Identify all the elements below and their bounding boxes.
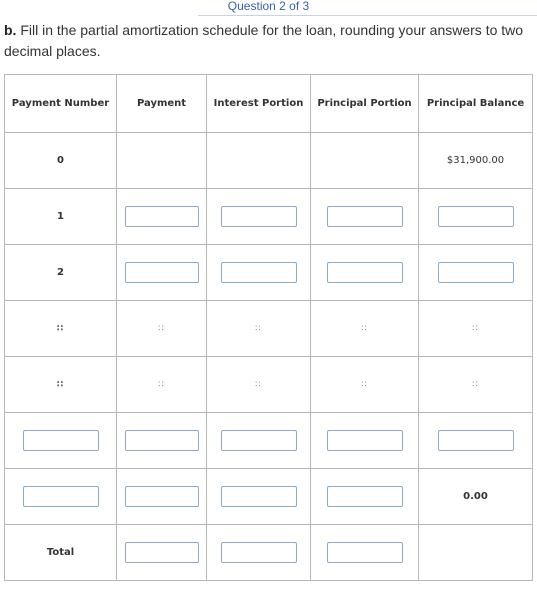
principal-portion-input-row-6[interactable] [327,430,403,451]
interest-portion-cell [207,525,311,581]
total-payment-input[interactable] [125,542,199,563]
payment-input-row-7[interactable] [125,486,199,507]
principal-portion-input-row-1[interactable] [327,206,403,227]
table-row-total [5,525,533,581]
payment-cell [117,189,207,245]
principal-balance-cell [419,245,533,301]
ellipsis-marker: ∶∶ [472,324,479,334]
payment-cell [117,469,207,525]
total-label-cell: Total [5,525,117,581]
payment-cell [117,245,207,301]
payment-cell [117,133,207,189]
payment-number-cell: 1 [5,189,117,245]
column-header-principal-balance: Principal Balance [419,75,533,133]
column-header-principal-portion: Principal Portion [311,75,419,133]
principal-portion-input-row-2[interactable] [327,262,403,283]
payment-number-cell: 0 [5,133,117,189]
interest-portion-cell [207,469,311,525]
total-interest-portion-input[interactable] [221,542,297,563]
payment-number-input-row-6[interactable] [23,430,99,451]
column-header-interest-portion: Interest Portion [207,75,311,133]
payment-input-row-6[interactable] [125,430,199,451]
table-row [5,469,533,525]
payment-number-cell [5,357,117,413]
principal-balance-cell [419,357,533,413]
interest-portion-cell [207,245,311,301]
amortization-schedule-table [4,74,533,581]
principal-balance-cell [419,189,533,245]
principal-balance-cell [419,301,533,357]
principal-portion-input-row-7[interactable] [327,486,403,507]
interest-portion-input-row-2[interactable] [221,262,297,283]
ellipsis-marker: ∶∶ [361,324,368,334]
payment-number-cell [5,413,117,469]
principal-portion-cell [311,189,419,245]
principal-balance-input-row-2[interactable] [438,262,514,283]
question-counter: Question 2 of 3 [227,0,310,13]
principal-balance-input-row-6[interactable] [438,430,514,451]
table-row [5,413,533,469]
ellipsis-marker: ∶∶ [158,324,165,334]
header-divider [198,15,537,16]
ellipsis-marker: ∶∶ [56,380,65,390]
principal-balance-input-row-1[interactable] [438,206,514,227]
table-row [5,301,533,357]
table-row [5,189,533,245]
interest-portion-cell [207,357,311,413]
principal-balance-cell: $31,900.00 [419,133,533,189]
ellipsis-marker: ∶∶ [361,380,368,390]
table-row [5,357,533,413]
interest-portion-cell [207,133,311,189]
principal-portion-cell [311,413,419,469]
payment-input-row-1[interactable] [125,206,199,227]
table-row [5,133,533,189]
table-row [5,245,533,301]
payment-number-cell [5,469,117,525]
interest-portion-cell [207,301,311,357]
column-header-payment: Payment [117,75,207,133]
ellipsis-marker: ∶∶ [472,380,479,390]
ellipsis-marker: ∶∶ [56,324,65,334]
payment-cell [117,525,207,581]
principal-portion-cell [311,133,419,189]
interest-portion-cell [207,189,311,245]
prompt-text: Fill in the partial amortization schedule for the loan, rounding your answers to two decimal places. [4,22,524,59]
payment-cell [117,413,207,469]
interest-portion-input-row-6[interactable] [221,430,297,451]
interest-portion-input-row-7[interactable] [221,486,297,507]
principal-portion-cell [311,357,419,413]
interest-portion-input-row-1[interactable] [221,206,297,227]
principal-portion-cell [311,525,419,581]
principal-balance-cell [419,413,533,469]
question-prompt [4,20,532,62]
column-header-payment-number: Payment Number [5,75,117,133]
payment-input-row-2[interactable] [125,262,199,283]
principal-balance-cell [419,525,533,581]
ellipsis-marker: ∶∶ [255,380,262,390]
payment-cell [117,301,207,357]
payment-number-cell [5,301,117,357]
total-principal-portion-input[interactable] [327,542,403,563]
table-header-row [5,75,533,133]
question-header [0,0,537,14]
interest-portion-cell [207,413,311,469]
ellipsis-marker: ∶∶ [158,380,165,390]
ellipsis-marker: ∶∶ [255,324,262,334]
principal-balance-cell: 0.00 [419,469,533,525]
principal-portion-cell [311,301,419,357]
payment-number-input-row-7[interactable] [23,486,99,507]
principal-portion-cell [311,245,419,301]
part-label: b. [4,22,17,38]
payment-number-cell: 2 [5,245,117,301]
principal-portion-cell [311,469,419,525]
payment-cell [117,357,207,413]
